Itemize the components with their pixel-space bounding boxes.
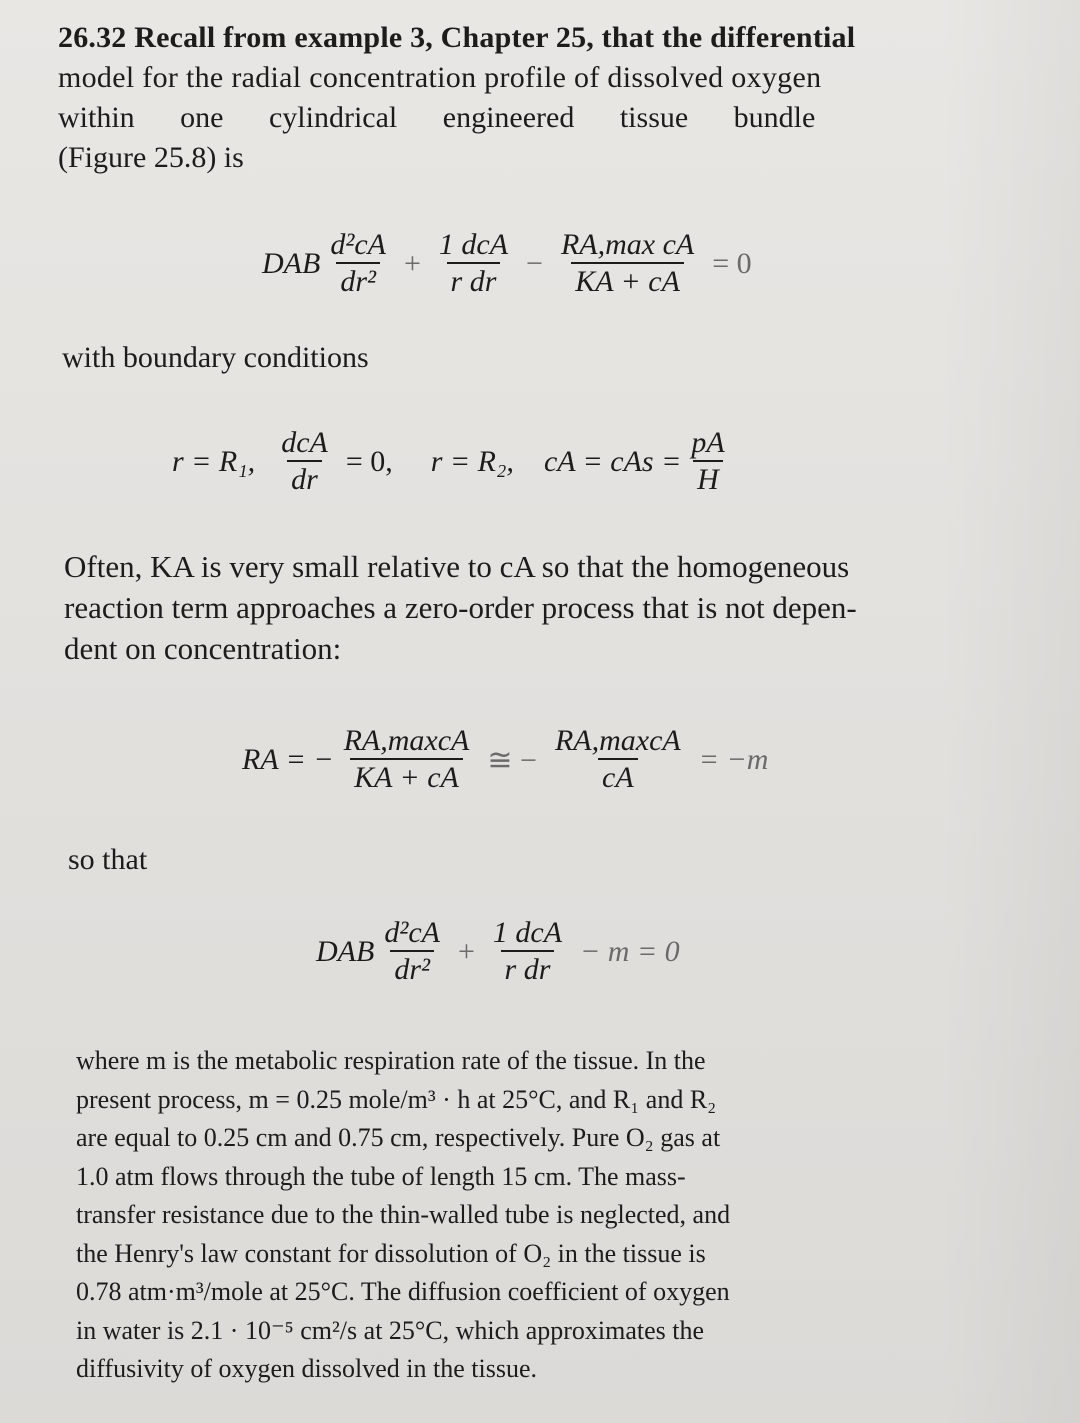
eq1-term1: $\frac{\text{d²cA}}{\text{dr²}}$ — [330, 228, 386, 298]
problem-number: 26.32 — [58, 21, 127, 54]
para3-line-3: are equal to 0.25 cm and 0.75 cm, respectively. Pure O₂ gas at — [76, 1123, 721, 1152]
simplified-equation: DAB $\frac{\text{d²cA}}{\text{dr²}}$ + $\frac{\text{1 dcA}}{\text{r dr}}$ − m = 0 — [316, 916, 680, 986]
eq1-term3: $\frac{\text{RA,max cA}}{KA + cA}$ — [560, 228, 695, 298]
intro-line-4: (Figure 25.8) is — [58, 141, 244, 174]
boundary-conditions: r = R₁, $\frac{\text{dcA}}{dr}$ = 0, r = R₂, cA = cAs = $\frac{pA}{H}$ — [172, 426, 735, 498]
para2-line-1: Often, KA is very small relative to cA so that the homogeneous — [64, 549, 850, 584]
eq2-fraction-1: $\frac{\text{RA,maxcA}}{KA + cA}$ — [343, 724, 470, 794]
bc-derivative: $\frac{\text{dcA}}{dr}$ — [281, 426, 328, 496]
differential-equation: DAB $\frac{\text{d²cA}}{\text{dr²}}$ + $\frac{\text{1 dcA}}{\text{r dr}}$ − $\frac{\text{RA,max cA}}{KA + cA}$ = 0 — [262, 228, 752, 298]
eq1-term2: $\frac{\text{1 dcA}}{\text{r dr}}$ — [438, 228, 509, 298]
process-parameters-paragraph — [76, 1042, 936, 1389]
eq3-term2: $\frac{\text{1 dcA}}{\text{r dr}}$ — [492, 916, 563, 986]
para3-line-2: present process, m = 0.25 mole/m³ · h at 25°C, and R₁ and R₂ — [76, 1084, 717, 1114]
eq2-fraction-2: $\frac{\text{RA,maxcA}}{cA}$ — [554, 724, 681, 794]
problem-intro — [58, 18, 958, 178]
para3-line-9: diffusivity of oxygen dissolved in the tissue. — [76, 1354, 537, 1383]
eq3-term1: $\frac{\text{d²cA}}{\text{dr²}}$ — [384, 916, 440, 986]
eq1-coefficient: DAB — [262, 247, 321, 280]
boundary-conditions-label: with boundary conditions — [62, 341, 369, 374]
para3-line-4: 1.0 atm flows through the tube of length 15 cm. The mass- — [76, 1161, 686, 1191]
intro-line-1: Recall from example 3, Chapter 25, that the differential — [134, 21, 856, 54]
para3-line-7: 0.78 atm·m³/mole at 25°C. The diffusion coefficient of oxygen — [76, 1277, 730, 1306]
para3-line-1: where m is the metabolic respiration rate of the tissue. In the — [76, 1046, 706, 1075]
para2-line-3: dent on concentration: — [64, 631, 342, 666]
para3-line-6: the Henry's law constant for dissolution of O₂ in the tissue is — [76, 1238, 706, 1268]
intro-line-2: model for the radial concentration profile of dissolved oxygen — [58, 61, 822, 94]
zero-order-paragraph — [64, 546, 944, 669]
eq3-coefficient: DAB — [316, 935, 375, 968]
para2-line-2: reaction term approaches a zero-order process that is not depen- — [64, 590, 857, 625]
para3-line-8: in water is 2.1 · 10⁻⁵ cm²/s at 25°C, which approximates the — [76, 1315, 705, 1345]
so-that-label: so that — [68, 843, 148, 876]
page-edge-shadow — [940, 0, 1080, 1423]
intro-line-3: within one cylindrical engineered tissue bundle — [58, 101, 816, 134]
para3-line-5: transfer resistance due to the thin-walled tube is neglected, and — [76, 1200, 731, 1229]
bc-henry-fraction: $\frac{pA}{H}$ — [691, 426, 725, 496]
zero-order-equation: RA = − $\frac{\text{RA,maxcA}}{KA + cA}$ ≅ − $\frac{\text{RA,maxcA}}{cA}$ = −m — [242, 724, 769, 794]
